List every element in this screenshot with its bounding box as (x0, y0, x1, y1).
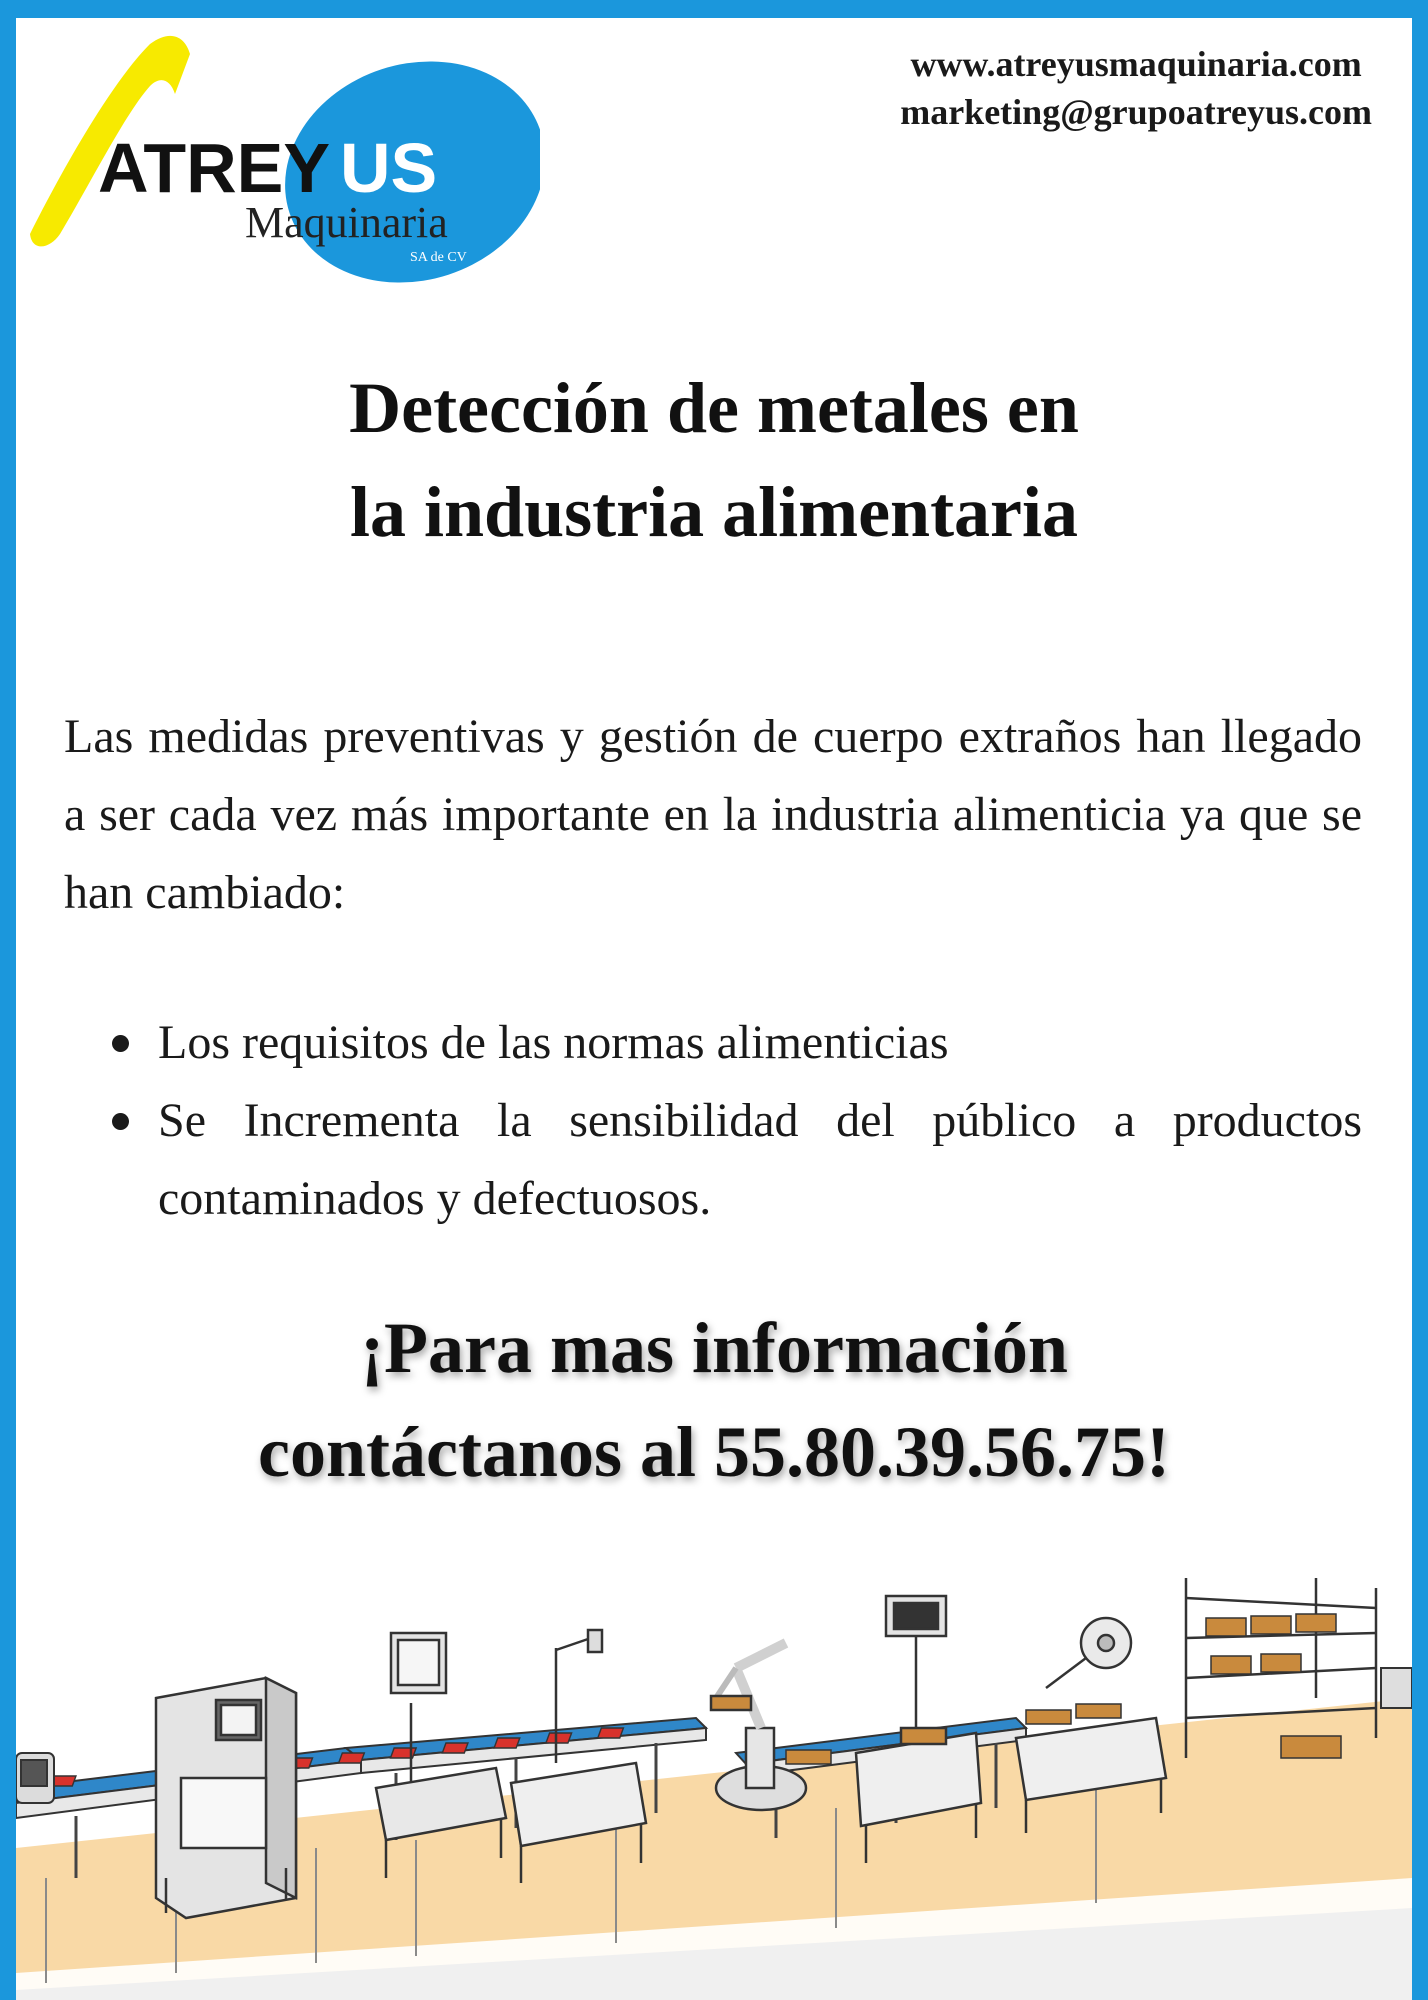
call-to-action (16, 1296, 1412, 1504)
factory-drawing (16, 1578, 1412, 2000)
logo-tagline: SA de CV (410, 250, 467, 265)
website-link[interactable]: www.atreyusmaquinaria.com (910, 44, 1362, 84)
email-link[interactable]: marketing@grupoatreyus.com (900, 92, 1372, 132)
logo-word-us: US (340, 129, 438, 207)
intro-paragraph: Las medidas preventivas y gestión de cuerpo extraños han llegado a ser cada vez más importante en la industria alimenticia ya que se han cambiado: (64, 710, 1362, 919)
contact-block (900, 40, 1372, 136)
title-line-1: Detección de metales en (349, 368, 1079, 448)
flyer-page (16, 18, 1412, 2000)
bullet-text-2: Se Incrementa la sensibilidad del público a productos contaminados y defectuosos. (158, 1094, 1362, 1225)
title-line-2: la industria alimentaria (349, 472, 1078, 552)
bullet-list (64, 1004, 1362, 1238)
bullet-item-2 (64, 1082, 1362, 1238)
bullet-item-1 (64, 1004, 1362, 1082)
cta-line-1: ¡Para mas información (360, 1308, 1068, 1388)
atreyus-logo (20, 24, 540, 284)
bullet-text-1: Los requisitos de las normas alimenticias (158, 1016, 949, 1069)
page-title (16, 356, 1412, 564)
bullet-icon (112, 1035, 129, 1052)
bullet-icon (112, 1113, 129, 1130)
logo-word-atrey: ATREY (98, 129, 331, 207)
production-line-illustration (16, 1578, 1412, 2000)
logo-subtitle: Maquinaria (245, 198, 448, 247)
cta-line-2[interactable]: contáctanos al 55.80.39.56.75! (258, 1412, 1170, 1492)
